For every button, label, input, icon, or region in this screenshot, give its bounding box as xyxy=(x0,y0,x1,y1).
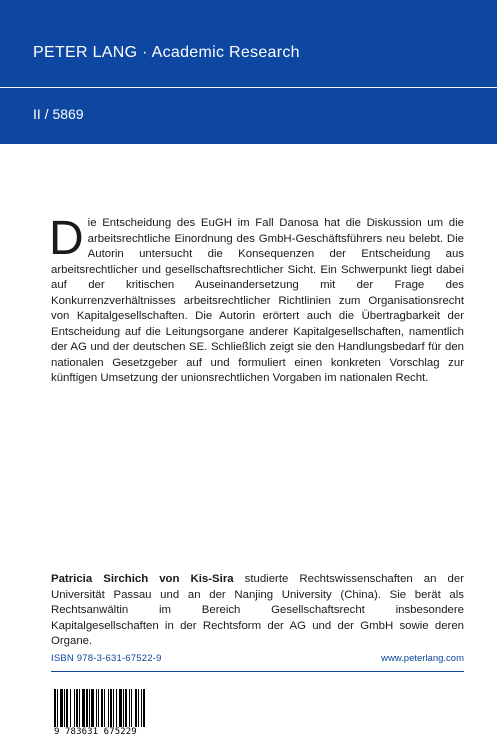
isbn-label: ISBN 978-3-631-67522-9 xyxy=(51,653,162,664)
footer-divider xyxy=(51,671,464,672)
abstract-text: ie Entscheidung des EuGH im Fall Danosa hat die Diskussion um die arbeitsrechtliche Einordnung des GmbH-Geschäftsführers neu belebt. Die Autorin untersucht die Konsequenzen der Entscheidung aus arbeitsrechtlicher und gesellschaftsrechtlicher Sicht. Ein Schwerpunkt liegt dabei auf der kritischen Auseinandersetzung mit der Frage des Konkurrenzverhältnisses arbeitsrechtlicher Richtlinien zum Organisationsrecht von Kapitalgesellschaften. Die Autorin erörtert auch die Übertragbarkeit der Entscheidung auf die Leitungsorgane anderer Kapitalgesellschaften, namentlich der AG und der deutschen SE. Schließlich zeigt sie den Handlungsbedarf für den nationalen Gesetzgeber auf und formuliert einen konkreten Vorschlag zur künftigen Umsetzung der unionsrechtlichen Vorgaben im nationalen Recht. xyxy=(51,217,464,384)
series-title: PETER LANG · Academic Research xyxy=(33,44,300,61)
drop-cap-letter: D xyxy=(49,212,84,265)
volume-number: II / 5869 xyxy=(33,106,84,122)
publication-info-row xyxy=(51,653,464,667)
series-banner xyxy=(0,0,497,144)
author-bio-text: studierte Rechtswissenschaften an der Universität Passau und an der Nanjing University (China). Sie berät als Rechtsanwältin im Bereich Gesellschaftsrecht insbesondere Kapitalgesellschaften in der Rechtsform der AG und der GmbH sowie deren Organe. xyxy=(51,573,464,647)
banner-divider xyxy=(0,87,497,88)
author-biography xyxy=(51,572,464,650)
book-abstract xyxy=(49,212,464,387)
barcode-digits: 9 783631 675229 xyxy=(54,727,158,737)
author-name: Patricia Sirchich von Kis-Sira xyxy=(51,573,234,585)
publisher-website: www.peterlang.com xyxy=(381,653,464,664)
